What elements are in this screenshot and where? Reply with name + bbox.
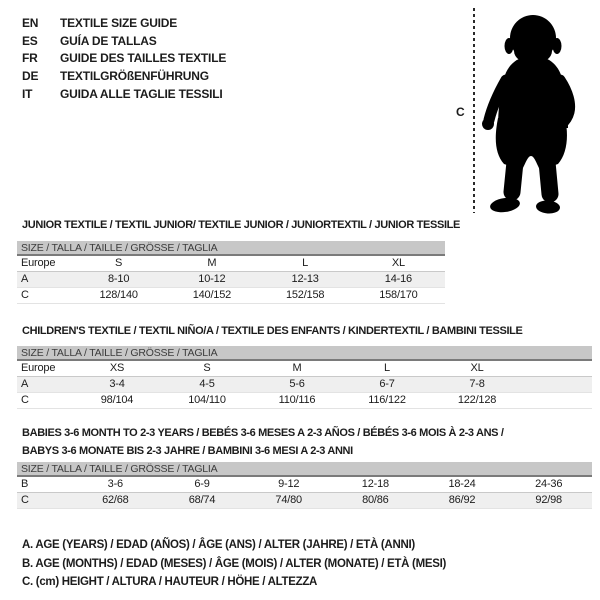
footnote-line: A. AGE (YEARS) / EDAD (AÑOS) / ÂGE (ANS) / ALTER (JAHRE) / ETÀ (ANNI) <box>22 539 415 551</box>
children-size-table <box>17 346 592 409</box>
size-cell: 14-16 <box>384 273 412 285</box>
size-cell: 158/170 <box>379 289 418 301</box>
size-cell: 9-12 <box>278 478 300 490</box>
size-cell: 80/86 <box>362 494 389 506</box>
size-cell: 68/74 <box>188 494 216 506</box>
size-cell: 3-4 <box>109 378 125 390</box>
junior-table-title: JUNIOR TEXTILE / TEXTIL JUNIOR/ TEXTILE JUNIOR / JUNIORTEXTIL / JUNIOR TESSILE <box>22 219 461 231</box>
size-cell: 116/122 <box>368 394 406 406</box>
language-code: ES <box>22 33 38 48</box>
language-row <box>22 86 226 104</box>
footnote-line: B. AGE (MONTHS) / EDAD (MESES) / ÂGE (MOIS) / ALTER (MONATE) / ETÀ (MESI) <box>22 557 447 570</box>
size-cell: 6-9 <box>194 478 210 490</box>
junior-size-table <box>17 241 445 304</box>
size-cell: 86/92 <box>448 494 476 506</box>
size-header-bar: SIZE / TALLA / TAILLE / GRÖSSE / TAGLIA <box>17 241 445 256</box>
size-cell: 3-6 <box>107 478 123 490</box>
size-cell: 7-8 <box>469 378 485 390</box>
row-label: A <box>21 273 29 285</box>
row-label: C <box>21 289 29 301</box>
babies-size-table <box>17 462 592 509</box>
language-row <box>22 33 226 51</box>
row-label: B <box>21 478 29 490</box>
children-table-title: CHILDREN'S TEXTILE / TEXTIL NIÑO/A / TEXTILE DES ENFANTS / KINDERTEXTIL / BAMBINI TESSILE <box>22 325 523 337</box>
language-title-list <box>22 15 226 104</box>
row-label: C <box>21 494 29 506</box>
row-label: Europe <box>21 257 56 269</box>
size-cell: XL <box>391 257 405 269</box>
language-guide-title: GUIDA ALLE TAGLIE TESSILI <box>60 86 223 101</box>
size-header-bar: SIZE / TALLA / TAILLE / GRÖSSE / TAGLIA <box>17 346 592 361</box>
size-cell: 5-6 <box>289 378 305 390</box>
size-cell: 122/128 <box>457 394 497 406</box>
size-row-c <box>17 288 445 304</box>
babies-table-title <box>22 424 504 460</box>
language-code: FR <box>22 51 38 66</box>
size-cell: 12-18 <box>361 478 389 490</box>
size-cell: L <box>302 257 309 269</box>
footnotes <box>22 536 446 592</box>
size-cell: 10-12 <box>198 273 226 285</box>
row-label: Europe <box>21 362 56 374</box>
size-row-europe <box>17 361 592 377</box>
language-code: IT <box>22 86 33 101</box>
size-cell: XL <box>470 362 484 374</box>
size-cell: 74/80 <box>275 494 302 506</box>
size-cell: 6-7 <box>379 378 395 390</box>
size-cell: 24-36 <box>535 478 563 490</box>
size-row-b <box>17 477 592 493</box>
size-cell: 12-13 <box>291 273 319 285</box>
language-guide-title: TEXTILGRÖßENFÜHRUNG <box>60 69 209 84</box>
size-cell: XS <box>109 362 125 374</box>
size-cell: M <box>207 257 217 269</box>
height-measure-dashed-line <box>473 8 475 213</box>
language-guide-title: GUÍA DE TALLAS <box>60 33 157 48</box>
size-cell: 4-5 <box>199 378 215 390</box>
size-row-c <box>17 393 592 409</box>
babies-table-title-line2: BABYS 3-6 MONATE BIS 2-3 JAHRE / BAMBINI 3-6 MESI A 2-3 ANNI <box>22 445 353 457</box>
size-cell: 140/152 <box>192 289 232 301</box>
language-code: EN <box>22 16 39 30</box>
size-cell: 8-10 <box>108 273 130 285</box>
size-cell: 92/98 <box>535 494 562 506</box>
size-row-a <box>17 272 445 288</box>
size-header-bar: SIZE / TALLA / TAILLE / GRÖSSE / TAGLIA <box>17 462 592 477</box>
footnote-line: C. (cm) HEIGHT / ALTURA / HAUTEUR / HÖHE / ALTEZZA <box>22 576 318 589</box>
language-guide-title: GUIDE DES TAILLES TEXTILE <box>60 51 227 66</box>
size-cell: S <box>203 362 211 374</box>
language-row <box>22 50 226 68</box>
size-cell: 110/116 <box>278 394 316 406</box>
size-cell: 104/110 <box>188 394 226 406</box>
language-row <box>22 68 226 86</box>
size-row-a <box>17 377 592 393</box>
babies-table-title-line1: BABIES 3-6 MONTH TO 2-3 YEARS / BEBÉS 3-6 MESES A 2-3 AÑOS / BÉBÉS 3-6 MOIS À 2-3 ANS / <box>22 427 504 439</box>
language-row <box>22 15 226 33</box>
size-cell: 152/158 <box>285 289 325 301</box>
size-cell: 18-24 <box>448 478 476 490</box>
size-cell: L <box>384 362 390 374</box>
row-label: C <box>21 394 29 406</box>
toddler-silhouette-icon <box>482 6 580 214</box>
size-row-c <box>17 493 592 509</box>
language-code: DE <box>22 69 39 84</box>
size-cell: S <box>115 257 123 269</box>
row-label: A <box>21 378 29 390</box>
size-row-europe <box>17 256 445 272</box>
size-cell: M <box>292 362 302 374</box>
size-cell: 128/140 <box>99 289 138 301</box>
size-cell: 98/104 <box>100 394 134 406</box>
size-cell: 62/68 <box>102 494 129 506</box>
height-line-label: C <box>456 105 465 119</box>
language-guide-title: TEXTILE SIZE GUIDE <box>60 16 178 30</box>
